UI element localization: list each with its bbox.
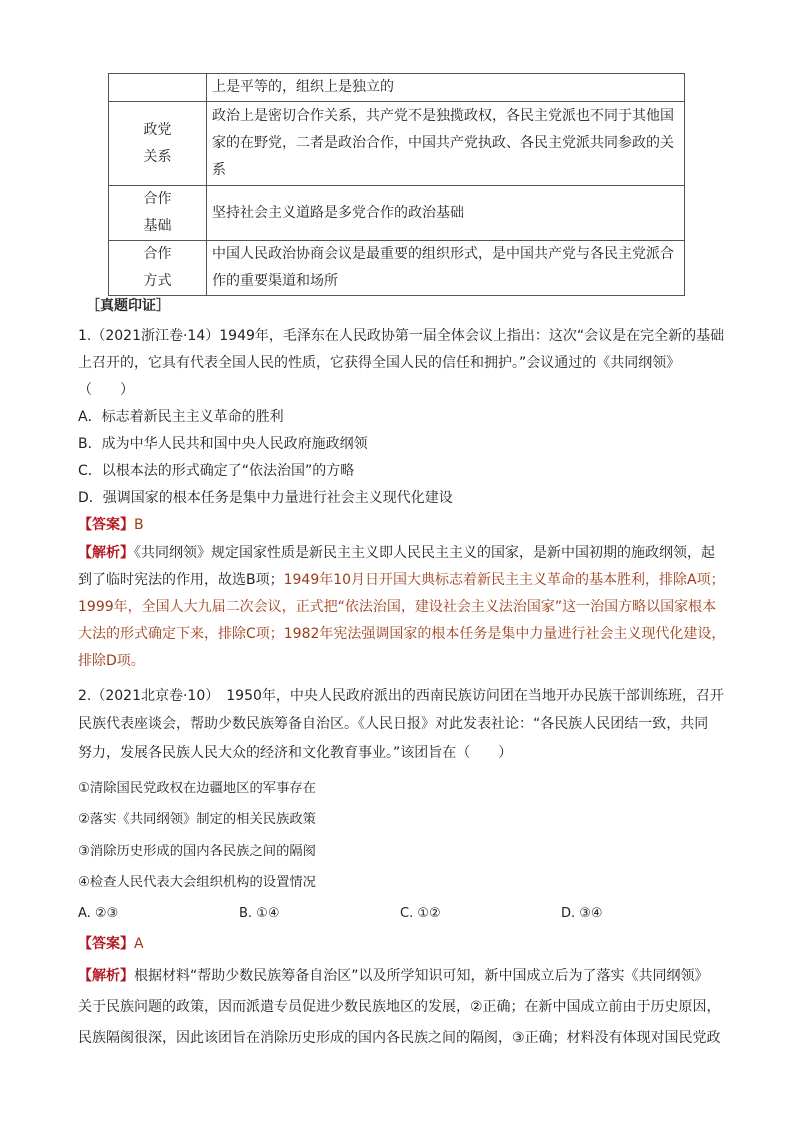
q1-analysis-line: 大法的形式确定下来，排除C项；1982年宪法强调国家的根本任务是集中力量进行社会主义现代化建设， [78,626,726,642]
table-value-cell: 上是平等的，组织上是独立的 [207,74,685,102]
analysis-label: 【解析】 [78,968,134,984]
table-row [109,102,685,186]
q2-item-2: ②落实《共同纲领》制定的相关民族政策 [78,812,316,827]
q1-analysis-line: 1999年，全国人大九届二次会议，正式把“依法治国，建设社会主义法治国家”这一治国方略以国家根本 [78,599,717,615]
q1-analysis-line: 排除D项。 [78,653,145,669]
table-key-cell: 政党 关系 [109,102,207,186]
q2-option-c: C. ①② [400,906,441,921]
q1-stem-line: （ ） [78,382,134,398]
answer-label: 【答案】 [78,517,134,533]
table-row [109,74,685,102]
q2-option-b: B. ①④ [239,906,280,921]
q2-item-4: ④检查人民代表大会组织机构的设置情况 [78,875,316,890]
answer-label: 【答案】 [78,936,134,952]
table-value-cell: 政治上是密切合作关系，共产党不是独揽政权，各民主党派也不同于其他国 家的在野党，二者是政治合作，中国共产党执政、各民主党派共同参政的关 系 [207,102,685,186]
answer-value: B [134,517,144,533]
q1-stem-line: 上召开的，它具有代表全国人民的性质，它获得全国人民的信任和拥护。”会议通过的《共同纲领》 [78,355,681,371]
q2-stem-line: 努力，发展各民族人民大众的经济和文化教育事业。”该团旨在（ ） [78,745,513,761]
q2-stem-line: 民族代表座谈会，帮助少数民族筹备自治区。《人民日报》对此发表社论：“各民族人民团结一致，共同 [78,716,709,732]
q2-answer [78,934,144,954]
table-row [109,241,685,296]
q2-analysis-line: 民族隔阂很深，因此该团旨在消除历史形成的国内各民族之间的隔阂，③正确；材料没有体现对国民党政 [78,1030,721,1046]
q2-option-d: D. ③④ [561,906,603,921]
table-key-cell: 合作 方式 [109,241,207,296]
q1-analysis-line: 【解析】《共同纲领》规定国家性质是新民主主义即人民民主主义的国家，是新中国初期的施政纲领，起 [78,545,715,561]
q1-stem-line: 1.（2021浙江卷·14）1949年，毛泽东在人民政协第一届全体会议上指出：这次“会议是在完全新的基础 [78,328,725,344]
table-row [109,186,685,241]
q2-item-3: ③消除历史形成的国内各民族之间的隔阂 [78,844,316,859]
table-value-cell: 中国人民政治协商会议是最重要的组织形式，是中国共产党与各民主党派合 作的重要渠道和场所 [207,241,685,296]
q2-analysis-line: 【解析】根据材料“帮助少数民族筹备自治区”以及所学知识可知，新中国成立后为了落实《共同纲领》 [78,968,709,984]
table-value-cell: 坚持社会主义道路是多党合作的政治基础 [207,186,685,241]
q1-answer [78,515,144,535]
q1-option-c: C．以根本法的形式确定了“依法治国”的方略 [78,463,355,479]
q2-analysis-line: 关于民族问题的政策，因而派遣专员促进少数民族地区的发展，②正确；在新中国成立前由于历史原因， [78,999,721,1015]
q2-stem-line: 2.（2021北京卷·10） 1950年，中央人民政府派出的西南民族访问团在当地开办民族干部训练班，召开 [78,688,724,704]
answer-value: A [134,936,144,952]
q2-option-a: A. ②③ [78,906,119,921]
comparison-table [108,73,685,296]
q1-option-b: B．成为中华人民共和国中央人民政府施政纲领 [78,436,368,452]
q1-analysis-line: 到了临时宪法的作用，故选B项；1949年10月日开国大典标志着新民主主义革命的基本胜利，排除A项； [78,572,725,588]
q1-option-a: A．标志着新民主主义革命的胜利 [78,409,284,425]
table-key-cell [109,74,207,102]
analysis-label: 【解析】 [78,545,134,561]
table-key-cell: 合作 基础 [109,186,207,241]
q1-option-d: D．强调国家的根本任务是集中力量进行社会主义现代化建设 [78,490,453,506]
q2-item-1: ①清除国民党政权在边疆地区的军事存在 [78,781,316,796]
section-title: ［真题印证］ [86,298,170,314]
